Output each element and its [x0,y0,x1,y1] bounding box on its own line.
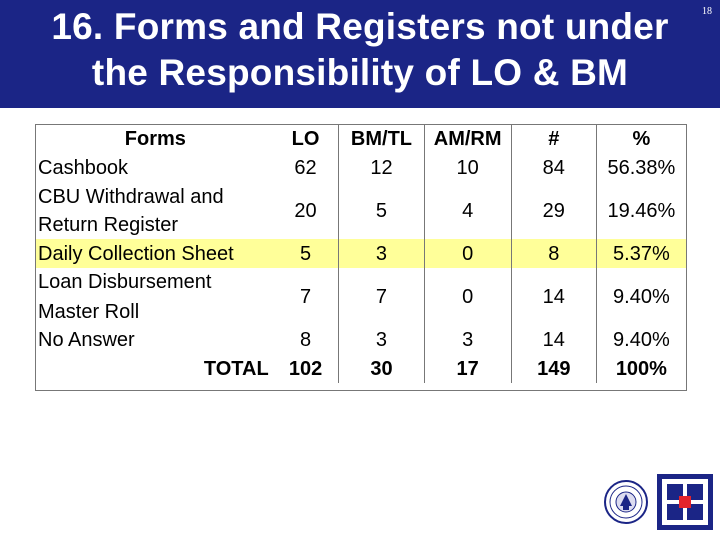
am-rm-value: 0 [424,239,511,268]
slide-title [0,4,720,96]
lo-total: 102 [288,357,323,380]
table-row [36,153,686,183]
header-count: # [511,125,596,153]
total-label: TOTAL [203,357,269,380]
am-rm-value: 0 [424,268,511,326]
form-name: Cashbook [38,157,129,179]
count-total: 149 [511,354,596,383]
bm-tl-total: 30 [339,354,424,383]
header-lo: LO [291,128,320,150]
form-name [36,268,273,326]
page-number: 18 [702,6,712,17]
am-rm-value: 10 [424,153,511,183]
lo-value: 8 [299,329,312,351]
percent-total: 100% [596,354,686,383]
bm-tl-value: 3 [339,326,424,354]
percent-value: 9.40% [596,326,686,354]
bm-tl-value: 12 [339,153,424,183]
header-am-rm: AM/RM [424,125,511,153]
percent-value: 5.37% [596,239,686,268]
header-bm-tl: BM/TL [339,125,424,153]
count-value: 84 [511,153,596,183]
organization-seal-icon [604,480,648,524]
table-row [36,183,686,239]
lo-value: 7 [299,286,312,308]
slide-title-line1: 16. Forms and Registers not under [51,6,669,47]
percent-value: 19.46% [596,183,686,239]
form-name [36,183,273,239]
count-value: 14 [511,326,596,354]
form-name: No Answer [38,329,135,351]
form-name-line2: Master Roll [38,301,140,323]
slide-title-line2: the Responsibility of LO & BM [91,52,629,93]
form-name-line1: CBU Withdrawal and [38,186,224,208]
results-table [35,124,687,391]
table-row-highlighted [36,239,686,268]
header-percent: % [596,125,686,153]
bm-tl-value: 5 [339,183,424,239]
header-forms: Forms [124,128,186,150]
bm-tl-value: 7 [339,268,424,326]
am-rm-value: 3 [424,326,511,354]
table-row [36,268,686,326]
percent-value: 56.38% [596,153,686,183]
bm-tl-value: 3 [339,239,424,268]
table-header-row [36,125,686,153]
count-value: 29 [511,183,596,239]
brand-logo-icon [657,474,713,530]
am-rm-value: 4 [424,183,511,239]
am-rm-total: 17 [424,354,511,383]
form-name-line1: Loan Disbursement [38,271,212,293]
title-banner [0,0,720,108]
percent-value: 9.40% [596,268,686,326]
lo-value: 20 [294,200,317,222]
lo-value: 62 [294,157,317,179]
table-row [36,326,686,354]
lo-value: 5 [273,239,339,268]
form-name: Daily Collection Sheet [36,239,273,268]
count-value: 8 [511,239,596,268]
form-name-line2: Return Register [38,214,179,236]
table-total-row [36,354,686,383]
count-value: 14 [511,268,596,326]
